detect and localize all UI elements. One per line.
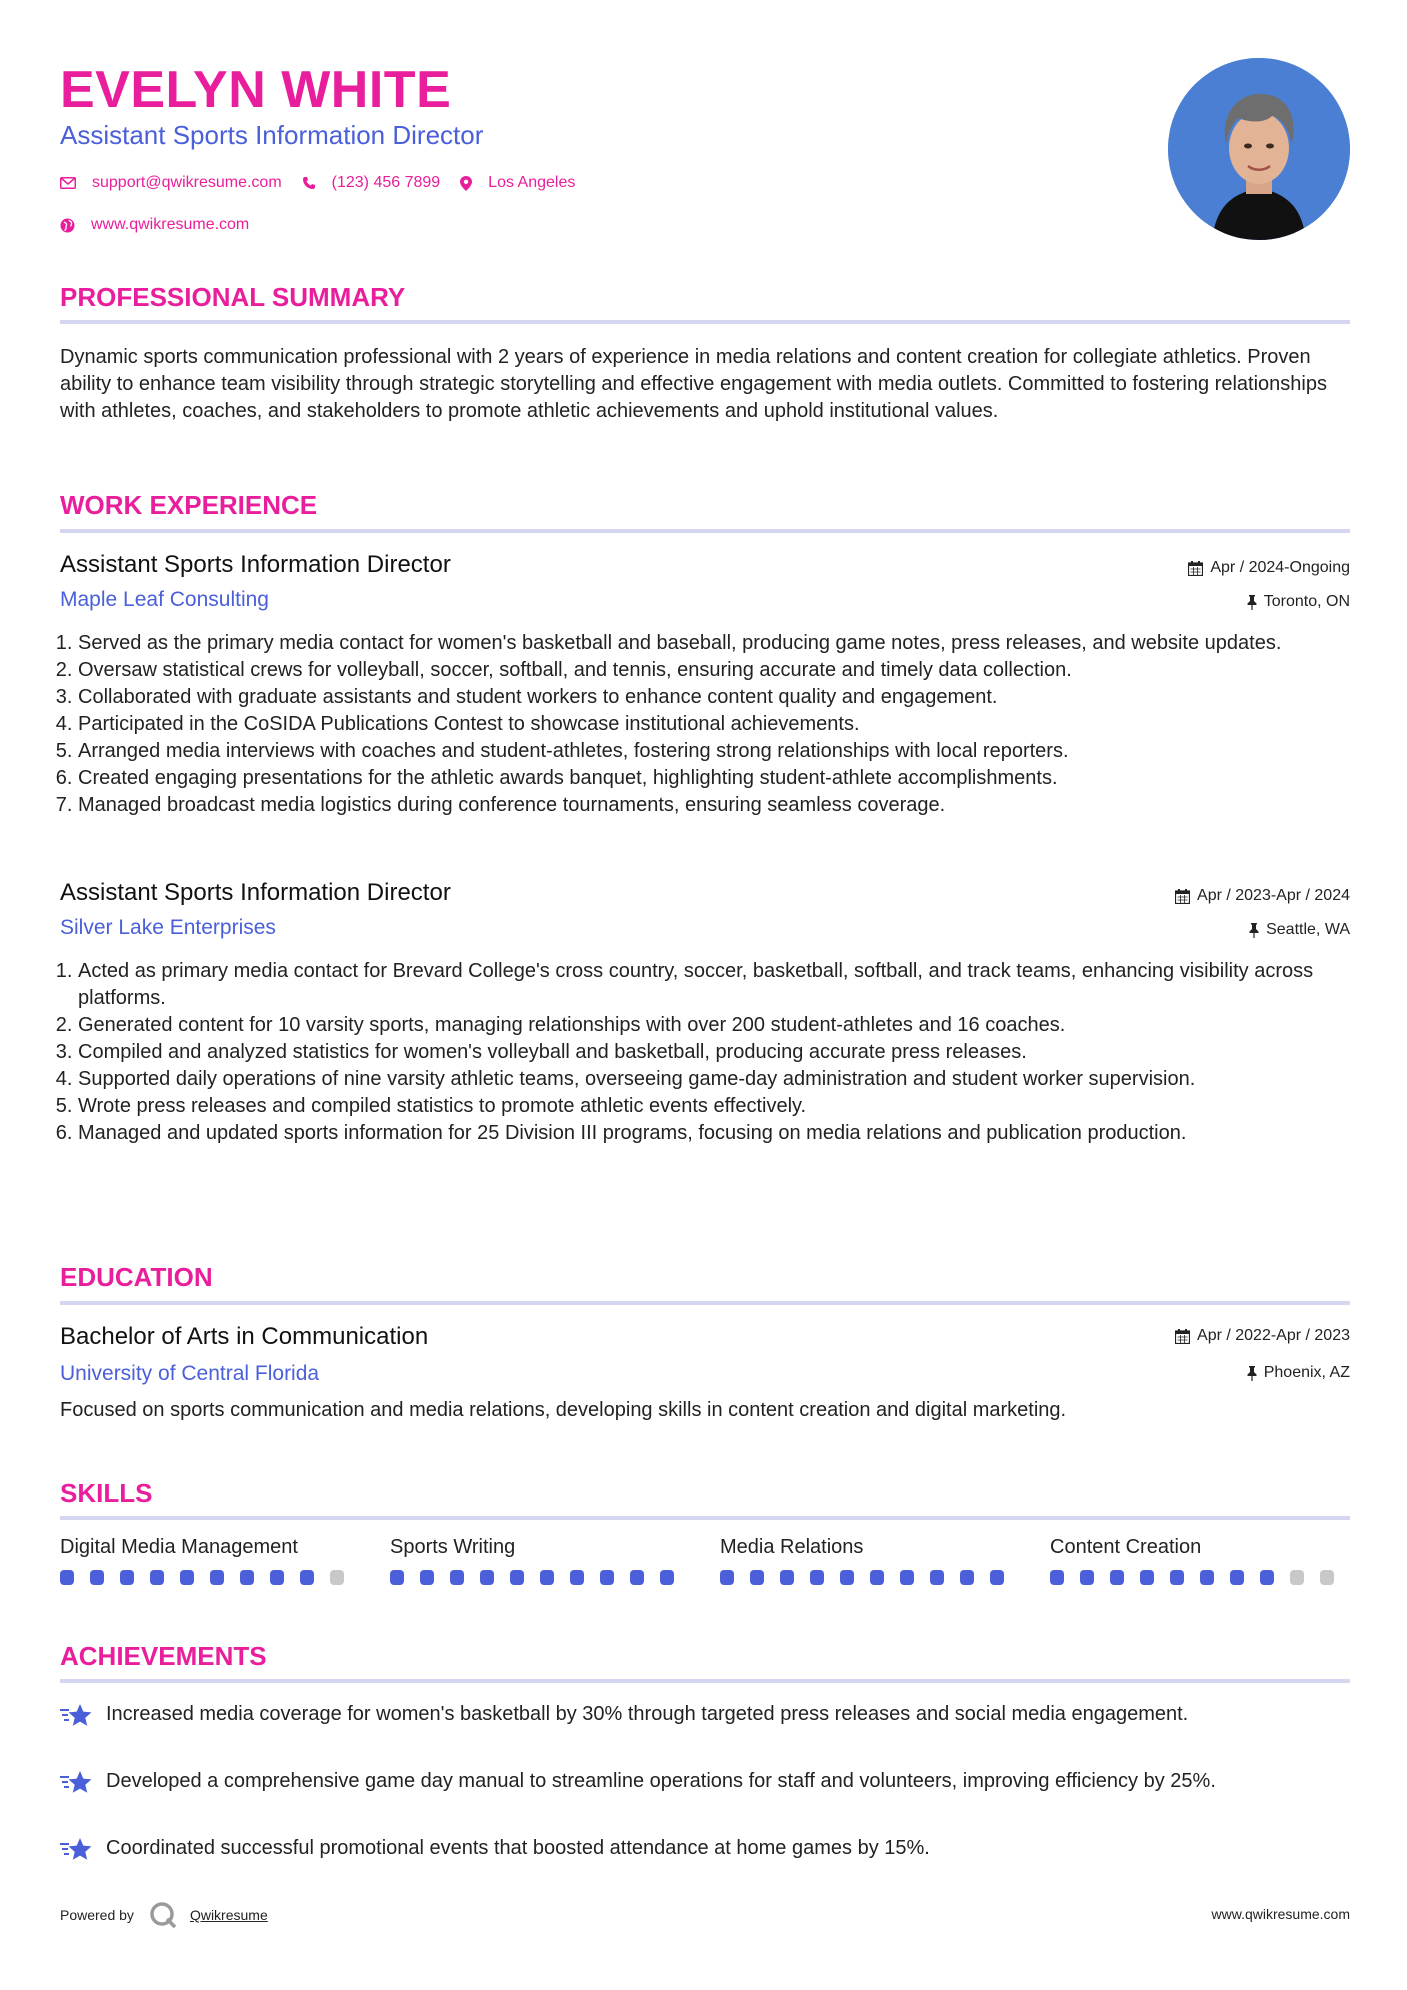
skill-dot — [1050, 1570, 1064, 1585]
person-portrait-icon — [1168, 58, 1350, 240]
skill-dot — [900, 1570, 914, 1585]
job-date — [1188, 559, 1350, 577]
education-heading: EDUCATION — [60, 1262, 213, 1292]
brand-link[interactable]: Qwikresume — [189, 1907, 268, 1923]
skill-dot — [480, 1570, 494, 1585]
experience-heading: WORK EXPERIENCE — [60, 490, 318, 520]
list-item: 3. Collaborated with graduate assistants and student workers to enhance content quality and engagement. — [78, 684, 1368, 711]
job-location — [1247, 593, 1350, 611]
summary-text: Dynamic sports communication professional with 2 years of experience in media relations and content creation for collegiate athletics. Proven ability to enhance team visibility through strategic storytelling and effective engagement with media outlets. Committed to fostering relationships with athletes, coaches, and stakeholders to promote athletic achievements and uphold institutional values. — [60, 346, 1327, 422]
achievement-text: Coordinated successful promotional events that boosted attendance at home games by 15%. — [106, 1837, 930, 1859]
envelope-icon — [60, 177, 76, 189]
phone-icon — [302, 176, 316, 190]
skill-dot — [60, 1570, 74, 1585]
skill-dot — [90, 1570, 104, 1585]
achievement-item — [60, 1835, 1350, 1868]
list-item: 7. Managed broadcast media logistics during conference tournaments, ensuring seamless coverage. — [78, 792, 1368, 819]
job-title: Assistant Sports Information Director — [60, 879, 451, 906]
location-text: Los Angeles — [488, 174, 576, 191]
skill-dot — [330, 1570, 344, 1585]
section-divider — [60, 320, 1350, 324]
skill-dot — [270, 1570, 284, 1585]
contact-row-1 — [60, 174, 595, 192]
email-text: support@qwikresume.com — [92, 174, 282, 191]
skill-dot — [600, 1570, 614, 1585]
education-location-text: Phoenix, AZ — [1263, 1364, 1350, 1381]
powered-by-label: Powered by — [60, 1907, 134, 1923]
location-contact — [460, 174, 575, 192]
email-contact[interactable] — [60, 174, 282, 192]
list-item: 5. Wrote press releases and compiled statistics to promote athletic events effectively. — [78, 1093, 1368, 1120]
pushpin-icon — [1247, 595, 1257, 610]
skill-dot — [1110, 1570, 1124, 1585]
profile-photo — [1168, 58, 1350, 240]
achievement-item — [60, 1701, 1350, 1734]
candidate-title: Assistant Sports Information Director — [60, 120, 484, 150]
skill-dot — [630, 1570, 644, 1585]
skill-dot — [150, 1570, 164, 1585]
list-item: 1. Served as the primary media contact for women's basketball and baseball, producing game notes, press releases, and website updates. — [78, 630, 1368, 657]
skill-dot — [300, 1570, 314, 1585]
skill-rating — [390, 1570, 690, 1585]
list-item: 6. Created engaging presentations for the athletic awards banquet, highlighting student-athlete accomplishments. — [78, 765, 1368, 792]
skill-dot — [1290, 1570, 1304, 1585]
skill-dot — [930, 1570, 944, 1585]
skill-item — [1050, 1536, 1350, 1585]
list-item: 2. Oversaw statistical crews for volleyball, soccer, softball, and tennis, ensuring accurate and timely data collection. — [78, 657, 1368, 684]
job-date-text: Apr / 2024-Ongoing — [1210, 559, 1350, 576]
skill-dot — [1140, 1570, 1154, 1585]
skill-dot — [240, 1570, 254, 1585]
skill-dot — [810, 1570, 824, 1585]
list-item: 4. Participated in the CoSIDA Publications Contest to showcase institutional achievements. — [78, 711, 1368, 738]
website-contact[interactable] — [60, 216, 249, 234]
skill-name: Digital Media Management — [60, 1536, 298, 1558]
skill-dot — [1200, 1570, 1214, 1585]
skills-heading: SKILLS — [60, 1478, 153, 1508]
skill-dot — [840, 1570, 854, 1585]
phone-contact[interactable] — [302, 174, 441, 192]
list-item: 6. Managed and updated sports information for 25 Division III programs, focusing on media relations and publication production. — [78, 1120, 1368, 1147]
footer-site-link[interactable]: www.qwikresume.com — [1211, 1906, 1350, 1922]
education-description: Focused on sports communication and media relations, developing skills in content creation and digital marketing. — [60, 1399, 1067, 1421]
skill-dot — [570, 1570, 584, 1585]
job-location-text: Toronto, ON — [1263, 593, 1350, 610]
skill-dot — [990, 1570, 1004, 1585]
skill-name: Content Creation — [1050, 1536, 1202, 1558]
school-name: University of Central Florida — [60, 1362, 320, 1385]
skill-dot — [210, 1570, 224, 1585]
degree-title: Bachelor of Arts in Communication — [60, 1323, 429, 1350]
skill-dot — [750, 1570, 764, 1585]
phone-text: (123) 456 7899 — [331, 174, 441, 191]
website-text: www.qwikresume.com — [91, 216, 250, 233]
star-icon — [60, 1837, 94, 1863]
skill-dot — [420, 1570, 434, 1585]
achievement-item — [60, 1768, 1350, 1801]
summary-heading: PROFESSIONAL SUMMARY — [60, 282, 406, 312]
list-item: 5. Arranged media interviews with coaches and student-athletes, fostering strong relationships with local reporters. — [78, 738, 1368, 765]
education-date — [1175, 1327, 1350, 1345]
job-bullet-list — [60, 630, 1368, 819]
company-name: Silver Lake Enterprises — [60, 916, 276, 939]
job-date-text: Apr / 2023-Apr / 2024 — [1197, 887, 1350, 904]
skill-dot — [870, 1570, 884, 1585]
list-item: 3. Compiled and analyzed statistics for women's volleyball and basketball, producing accurate press releases. — [78, 1039, 1368, 1066]
company-name: Maple Leaf Consulting — [60, 588, 269, 611]
skill-item — [390, 1536, 690, 1585]
list-item: 1. Acted as primary media contact for Brevard College's cross country, soccer, basketball, softball, and track teams, enhancing visibility across platforms. — [78, 958, 1368, 1012]
calendar-icon — [1175, 1329, 1190, 1344]
pushpin-icon — [1249, 923, 1259, 938]
map-pin-icon — [460, 176, 472, 191]
education-location — [1247, 1364, 1350, 1382]
achievement-text: Developed a comprehensive game day manual to streamline operations for staff and volunteers, improving efficiency by 25%. — [106, 1770, 1216, 1792]
skill-dot — [510, 1570, 524, 1585]
skill-dot — [540, 1570, 554, 1585]
contact-row-2 — [60, 216, 269, 234]
job-location — [1249, 921, 1350, 939]
section-divider — [60, 1301, 1350, 1305]
section-divider — [60, 1516, 1350, 1520]
calendar-icon — [1188, 561, 1203, 576]
calendar-icon — [1175, 889, 1190, 904]
section-divider — [60, 529, 1350, 533]
skill-dot — [1260, 1570, 1274, 1585]
skill-rating — [1050, 1570, 1350, 1585]
achievement-text: Increased media coverage for women's basketball by 30% through targeted press releases and social media engagement. — [106, 1703, 1189, 1725]
star-icon — [60, 1703, 94, 1729]
qwikresume-logo-icon — [148, 1900, 178, 1930]
skill-dot — [1170, 1570, 1184, 1585]
skill-dot — [960, 1570, 974, 1585]
job-title: Assistant Sports Information Director — [60, 551, 451, 578]
skill-dot — [780, 1570, 794, 1585]
star-icon — [60, 1770, 94, 1796]
skill-dot — [390, 1570, 404, 1585]
skill-dot — [1080, 1570, 1094, 1585]
skill-dot — [450, 1570, 464, 1585]
skill-dot — [120, 1570, 134, 1585]
education-date-text: Apr / 2022-Apr / 2023 — [1197, 1327, 1350, 1344]
globe-icon — [60, 218, 75, 233]
job-location-text: Seattle, WA — [1266, 921, 1350, 938]
skill-dot — [720, 1570, 734, 1585]
skill-rating — [60, 1570, 360, 1585]
skill-rating — [720, 1570, 1020, 1585]
list-item: 2. Generated content for 10 varsity sports, managing relationships with over 200 student-athletes and 16 coaches. — [78, 1012, 1368, 1039]
skill-item — [60, 1536, 360, 1585]
list-item: 4. Supported daily operations of nine varsity athletic teams, overseeing game-day administration and student worker supervision. — [78, 1066, 1368, 1093]
pushpin-icon — [1247, 1366, 1257, 1381]
achievements-heading: ACHIEVEMENTS — [60, 1641, 267, 1671]
skill-dot — [660, 1570, 674, 1585]
candidate-name: EVELYN WHITE — [60, 61, 452, 119]
job-bullet-list — [60, 958, 1368, 1147]
skill-item — [720, 1536, 1020, 1585]
skill-dot — [1320, 1570, 1334, 1585]
skill-name: Sports Writing — [390, 1536, 516, 1558]
skill-dot — [180, 1570, 194, 1585]
skill-dot — [1230, 1570, 1244, 1585]
section-divider — [60, 1679, 1350, 1683]
skill-name: Media Relations — [720, 1536, 864, 1558]
job-date — [1175, 887, 1350, 905]
